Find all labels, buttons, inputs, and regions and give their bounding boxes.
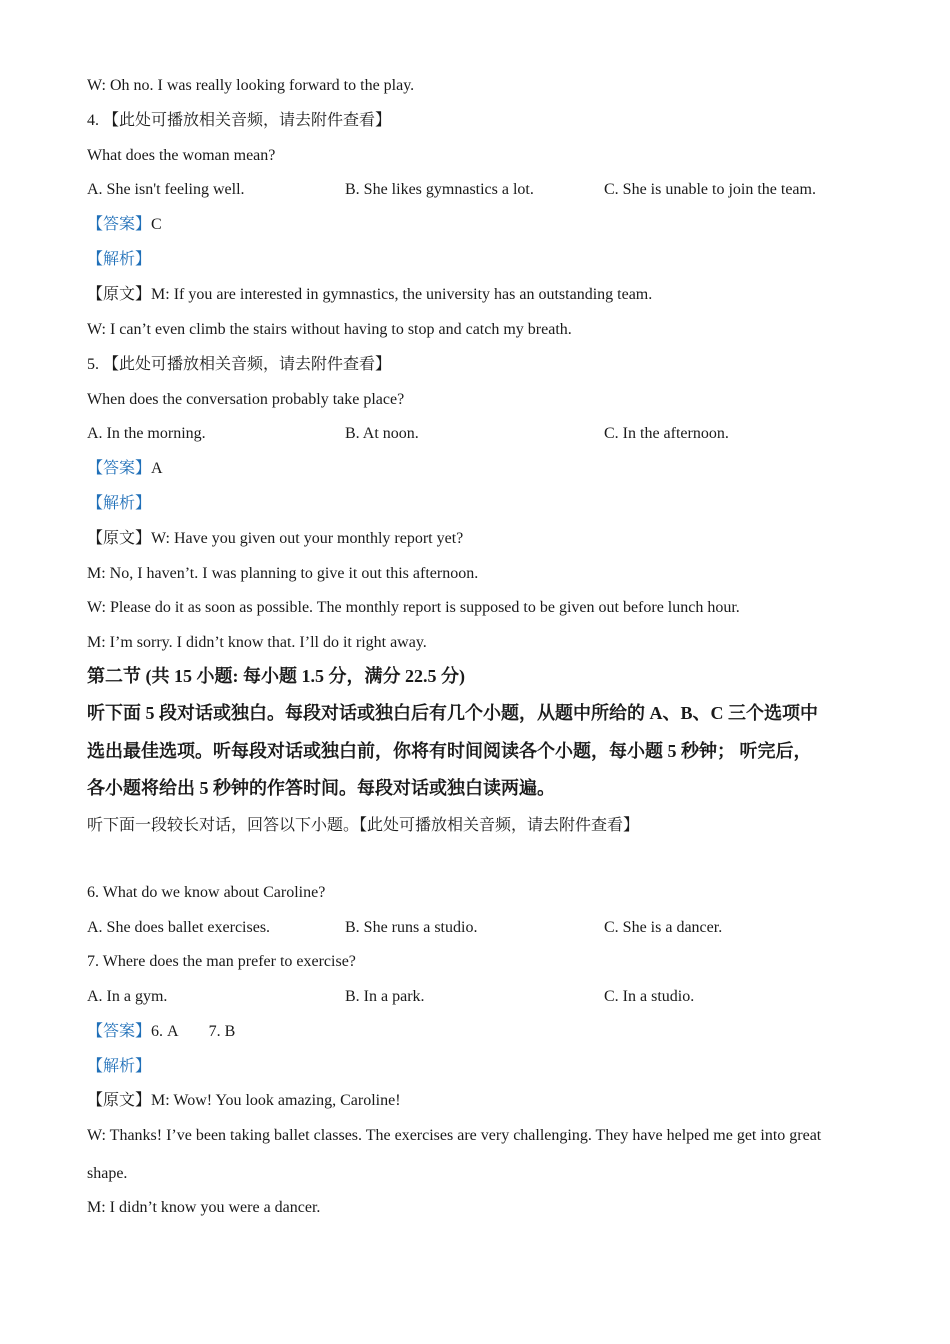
q5-source-3: W: Please do it as soon as possible. The monthly report is supposed to be given out before lunch hour. [87, 599, 740, 616]
answer-value-7: 7. B [208, 1023, 236, 1040]
answer-tag: 【答案】 [87, 216, 152, 233]
q5-option-b: B. At noon. [345, 425, 419, 442]
q5-source-1 [87, 529, 463, 549]
question-5-text: When does the conversation probably take place? [87, 391, 405, 408]
source-tag: 【原文】 [87, 286, 152, 303]
source-tag: 【原文】 [87, 1092, 152, 1109]
q7-option-c: C. In a studio. [604, 988, 695, 1005]
source-tag: 【原文】 [87, 530, 152, 547]
q4-answer [87, 215, 162, 235]
q6-option-a: A. She does ballet exercises. [87, 919, 271, 936]
q5-option-a: A. In the morning. [87, 425, 206, 442]
q4-option-b: B. She likes gymnastics a lot. [345, 181, 534, 198]
section-2-instructions-1: 听下面 5 段对话或独白。每段对话或独白后有几个小题，从题中所给的 A、B、C 三个选项中 [87, 703, 818, 723]
q5-source-2: M: No, I haven’t. I was planning to give it out this afternoon. [87, 565, 479, 582]
answer-value: C [151, 216, 162, 233]
question-5-header: 5. 【此处可播放相关音频，请去附件查看】 [87, 356, 392, 373]
answer-value: A [151, 460, 163, 477]
q7-option-a: A. In a gym. [87, 988, 168, 1005]
answer-tag: 【答案】 [87, 1023, 152, 1040]
q4-option-a: A. She isn't feeling well. [87, 181, 245, 198]
q4-source-1 [87, 285, 652, 305]
question-6-text: 6. What do we know about Caroline? [87, 884, 326, 901]
dialog-line: W: Oh no. I was really looking forward to the play. [87, 77, 415, 94]
q7-option-b: B. In a park. [345, 988, 425, 1005]
long-dialog-intro: 听下面一段较长对话，回答以下小题。【此处可播放相关音频，请去附件查看】 [87, 817, 640, 834]
section-2-instructions-2: 选出最佳选项。听每段对话或独白前，你将有时间阅读各个小题，每小题 5 秒钟； 听完后， [87, 741, 812, 761]
question-4-header: 4. 【此处可播放相关音频，请去附件查看】 [87, 112, 392, 129]
source-text: M: If you are interested in gymnastics, the university has an outstanding team. [151, 286, 653, 303]
question-4-text: What does the woman mean? [87, 147, 276, 164]
q5-option-c: C. In the afternoon. [604, 425, 729, 442]
q67-source-3: M: I didn’t know you were a dancer. [87, 1199, 321, 1216]
answer-tag: 【答案】 [87, 460, 152, 477]
section-2-instructions-3: 各小题将给出 5 秒钟的作答时间。每段对话或独白读两遍。 [87, 778, 555, 798]
q67-analysis-tag: 【解析】 [87, 1058, 152, 1075]
q5-analysis-tag: 【解析】 [87, 495, 152, 512]
q67-answer [87, 1022, 235, 1042]
source-text: M: Wow! You look amazing, Caroline! [151, 1092, 401, 1109]
source-text: W: Have you given out your monthly report yet? [151, 530, 464, 547]
q5-source-4: M: I’m sorry. I didn’t know that. I’ll do it right away. [87, 634, 427, 651]
question-7-text: 7. Where does the man prefer to exercise? [87, 953, 356, 970]
q6-option-b: B. She runs a studio. [345, 919, 478, 936]
q4-option-c: C. She is unable to join the team. [604, 181, 816, 198]
answer-value-6: 6. A [151, 1023, 179, 1040]
q4-analysis-tag: 【解析】 [87, 251, 152, 268]
q4-source-2: W: I can’t even climb the stairs without having to stop and catch my breath. [87, 321, 572, 338]
q6-option-c: C. She is a dancer. [604, 919, 723, 936]
q67-source-2-cont: shape. [87, 1165, 128, 1182]
section-2-title: 第二节 (共 15 小题: 每小题 1.5 分，满分 22.5 分) [87, 666, 465, 686]
q5-answer [87, 459, 163, 479]
q67-source-2: W: Thanks! I’ve been taking ballet classes. The exercises are very challenging. They have helped me get into great [87, 1127, 822, 1144]
q67-source-1 [87, 1091, 401, 1111]
